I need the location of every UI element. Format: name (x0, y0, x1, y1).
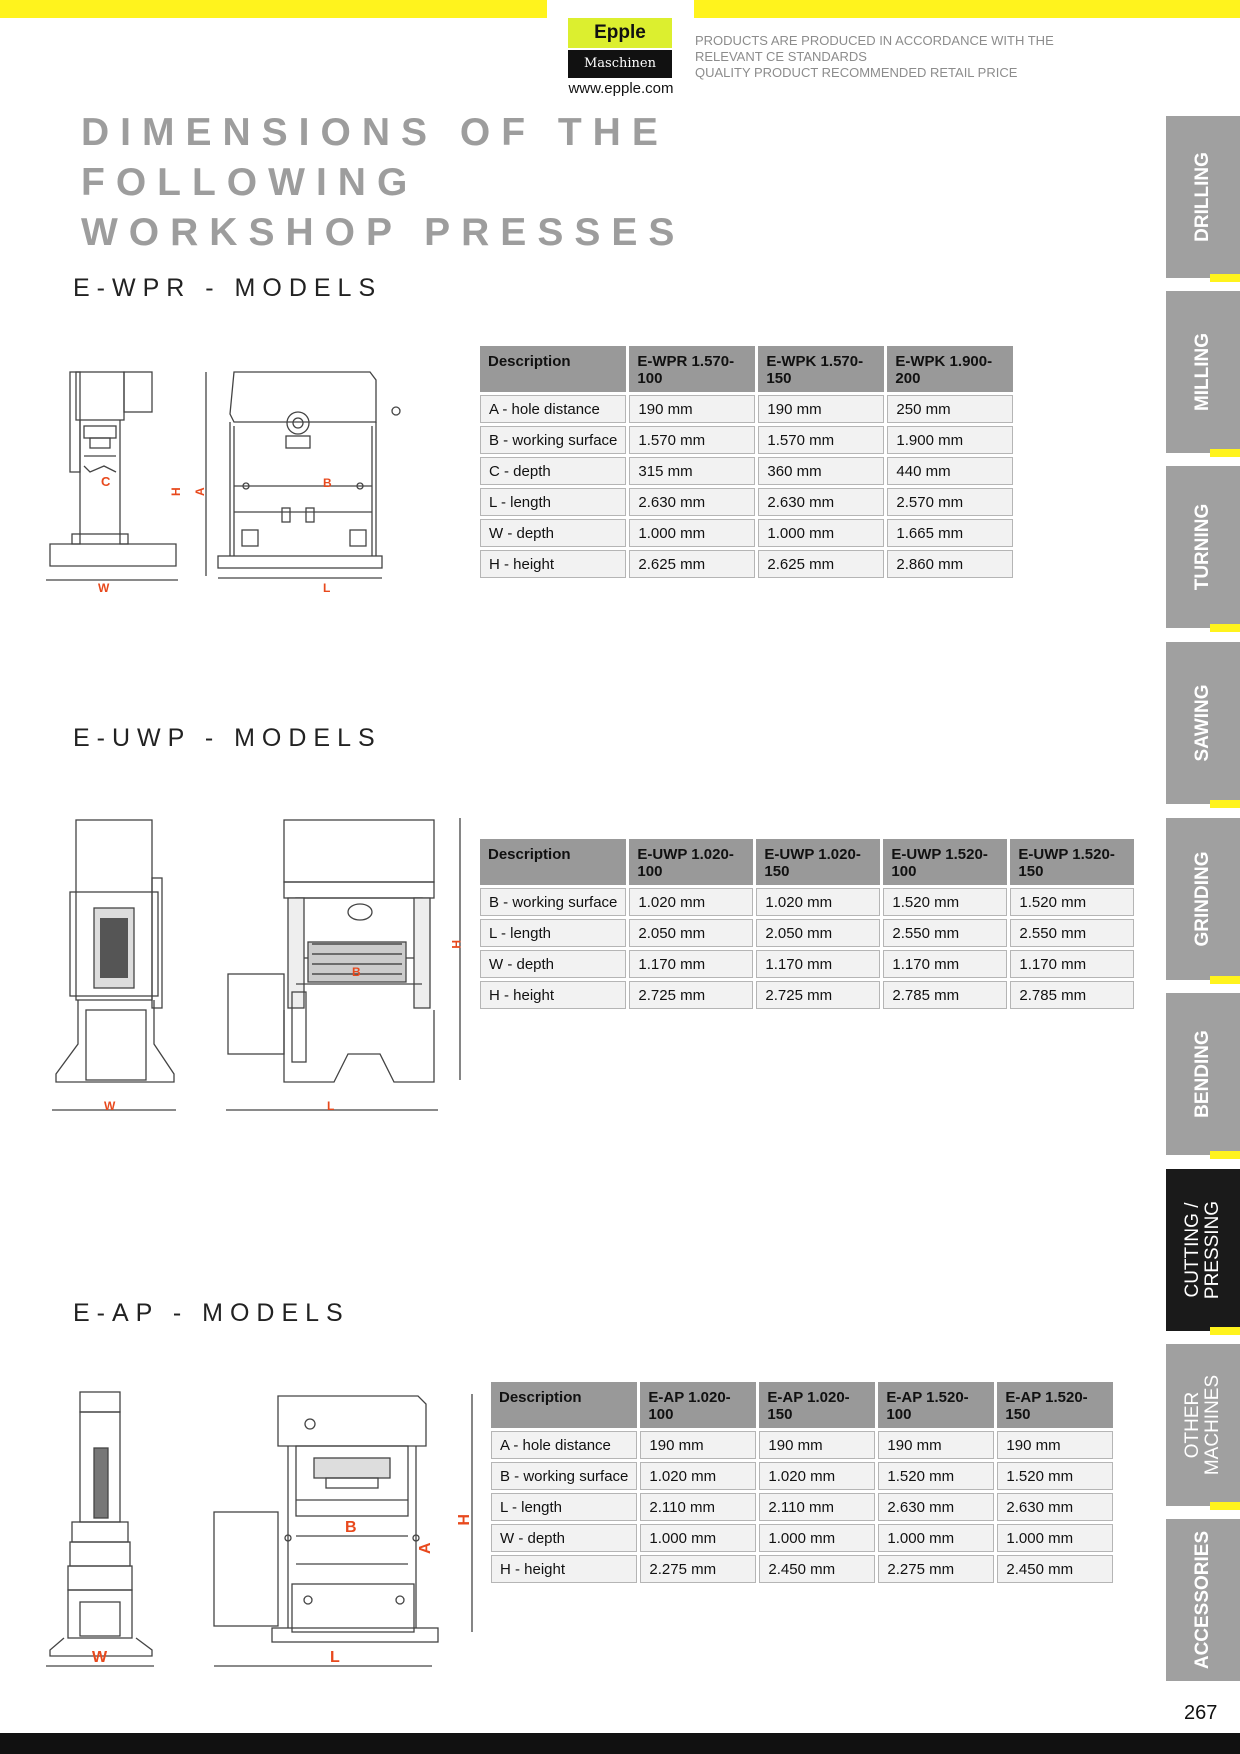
table-cell: 190 mm (878, 1431, 994, 1459)
table-cell: 190 mm (997, 1431, 1113, 1459)
eap-spec-table (488, 1379, 1116, 1586)
side-tab-drilling[interactable] (1166, 116, 1240, 278)
table-cell: A - hole distance (491, 1431, 637, 1459)
table-cell: 2.625 mm (758, 550, 884, 578)
dim-label-l: L (323, 581, 331, 595)
section-title-euwp: E-UWP - MODELS (73, 724, 382, 752)
table-header-cell: E-UWP 1.520-150 (1010, 839, 1134, 885)
table-header-row (480, 346, 1013, 392)
table-cell: B - working surface (480, 888, 626, 916)
side-tab-other-machines[interactable] (1166, 1344, 1240, 1506)
table-header-cell: E-UWP 1.520-100 (883, 839, 1007, 885)
table-header-cell: E-AP 1.520-150 (997, 1382, 1113, 1428)
logo-url: www.epple.com (568, 80, 674, 97)
dim-label-b: B (323, 476, 332, 490)
logo-subtitle: Maschinen (568, 50, 672, 78)
table-cell: 1.000 mm (758, 519, 884, 547)
dim-label-w: W (104, 1099, 116, 1113)
page-title (81, 108, 981, 258)
table-cell: 2.860 mm (887, 550, 1013, 578)
logo-brand: Epple (568, 18, 672, 48)
table-row (491, 1462, 1113, 1490)
table-cell: 2.570 mm (887, 488, 1013, 516)
table-header-cell: E-WPK 1.900-200 (887, 346, 1013, 392)
table-header-cell: E-UWP 1.020-150 (756, 839, 880, 885)
table-cell: 1.170 mm (629, 950, 753, 978)
table-row (480, 488, 1013, 516)
table-cell: 1.570 mm (629, 426, 755, 454)
side-tab-accent (1210, 800, 1240, 808)
table-header-cell: E-AP 1.020-150 (759, 1382, 875, 1428)
table-header-row (480, 839, 1134, 885)
table-cell: W - depth (480, 950, 626, 978)
side-tab-accent (1210, 1502, 1240, 1510)
table-cell: 1.000 mm (878, 1524, 994, 1552)
table-cell: H - height (491, 1555, 637, 1583)
table-cell: 2.625 mm (629, 550, 755, 578)
table-cell: 2.785 mm (883, 981, 1007, 1009)
side-tab-label: BENDING (1192, 1030, 1213, 1118)
table-row (480, 919, 1134, 947)
side-tab-accessories[interactable] (1166, 1519, 1240, 1681)
side-tab-label: OTHER MACHINES (1182, 1374, 1223, 1476)
dim-label-w: W (98, 581, 110, 595)
table-cell: 1.520 mm (883, 888, 1007, 916)
table-cell: 2.630 mm (997, 1493, 1113, 1521)
table-cell: L - length (480, 919, 626, 947)
side-tab-accent (1210, 1327, 1240, 1335)
page-number: 267 (1184, 1702, 1218, 1724)
table-cell: 2.110 mm (640, 1493, 756, 1521)
table-header-cell: Description (480, 346, 626, 392)
table-cell: 1.520 mm (997, 1462, 1113, 1490)
section-title-eap: E-AP - MODELS (73, 1299, 350, 1327)
table-cell: 1.000 mm (997, 1524, 1113, 1552)
header-tagline (695, 33, 1054, 81)
table-cell: L - length (480, 488, 626, 516)
side-tab-label: DRILLING (1192, 152, 1213, 242)
table-cell: 2.275 mm (640, 1555, 756, 1583)
table-cell: 1.170 mm (756, 950, 880, 978)
table-cell: H - height (480, 981, 626, 1009)
table-header-row (491, 1382, 1113, 1428)
table-cell: 2.050 mm (629, 919, 753, 947)
table-cell: 2.050 mm (756, 919, 880, 947)
top-yellow-bar-left (0, 0, 547, 18)
table-cell: 190 mm (758, 395, 884, 423)
dim-label-a: A (193, 487, 207, 496)
side-tab-accent (1210, 1151, 1240, 1159)
dim-label-l: L (330, 1649, 340, 1666)
table-cell: 1.570 mm (758, 426, 884, 454)
table-cell: 1.520 mm (1010, 888, 1134, 916)
side-tab-cutting-pressing[interactable] (1166, 1169, 1240, 1331)
dim-label-h: H (454, 1514, 471, 1526)
side-tab-accent (1210, 624, 1240, 632)
dim-label-a: A (417, 1542, 434, 1554)
table-cell: 360 mm (758, 457, 884, 485)
table-header-cell: E-UWP 1.020-100 (629, 839, 753, 885)
side-tab-label: GRINDING (1192, 851, 1213, 947)
top-yellow-bar-right (694, 0, 1240, 18)
table-row (480, 457, 1013, 485)
table-row (480, 395, 1013, 423)
ewpr-dimension-labels (44, 470, 344, 600)
table-row (491, 1524, 1113, 1552)
page-title-line: DIMENSIONS OF THE FOLLOWING (81, 111, 669, 204)
dim-label-h: H (449, 940, 463, 949)
euwp-dimension-labels (50, 940, 470, 1120)
side-tab-accent (1210, 274, 1240, 282)
table-cell: 1.020 mm (759, 1462, 875, 1490)
table-cell: 2.725 mm (756, 981, 880, 1009)
side-tab-label: TURNING (1192, 503, 1213, 591)
table-cell: 1.665 mm (887, 519, 1013, 547)
table-row (480, 888, 1134, 916)
table-cell: 2.550 mm (1010, 919, 1134, 947)
table-cell: 190 mm (629, 395, 755, 423)
table-cell: 1.170 mm (1010, 950, 1134, 978)
table-cell: 2.275 mm (878, 1555, 994, 1583)
table-cell: 1.000 mm (759, 1524, 875, 1552)
table-cell: 1.520 mm (878, 1462, 994, 1490)
dim-label-b: B (352, 965, 361, 979)
tagline-line: QUALITY PRODUCT RECOMMENDED RETAIL PRICE (695, 65, 1018, 80)
table-cell: H - height (480, 550, 626, 578)
table-cell: 440 mm (887, 457, 1013, 485)
table-cell: 2.630 mm (629, 488, 755, 516)
ewpr-spec-table (477, 343, 1016, 581)
dim-label-c: C (101, 474, 111, 489)
table-row (480, 981, 1134, 1009)
side-tab-label: SAWING (1192, 684, 1213, 762)
side-tab-label: CUTTING / PRESSING (1182, 1200, 1223, 1300)
table-cell: A - hole distance (480, 395, 626, 423)
dim-label-h: H (169, 487, 183, 496)
bottom-black-bar (0, 1733, 1240, 1754)
table-cell: 1.000 mm (629, 519, 755, 547)
table-cell: 2.550 mm (883, 919, 1007, 947)
side-tab-bending[interactable] (1166, 993, 1240, 1155)
table-row (491, 1493, 1113, 1521)
table-cell: 190 mm (640, 1431, 756, 1459)
side-tab-sawing[interactable] (1166, 642, 1240, 804)
table-row (491, 1555, 1113, 1583)
side-tab-label: ACCESSORIES (1192, 1530, 1213, 1670)
table-cell: W - depth (491, 1524, 637, 1552)
table-cell: 2.785 mm (1010, 981, 1134, 1009)
table-cell: 1.020 mm (640, 1462, 756, 1490)
table-cell: 2.450 mm (997, 1555, 1113, 1583)
table-cell: 1.170 mm (883, 950, 1007, 978)
table-cell: 1.000 mm (640, 1524, 756, 1552)
table-cell: 315 mm (629, 457, 755, 485)
table-row (491, 1431, 1113, 1459)
side-tab-label: MILLING (1192, 332, 1213, 412)
side-tab-milling[interactable] (1166, 291, 1240, 453)
table-cell: B - working surface (491, 1462, 637, 1490)
table-cell: 1.900 mm (887, 426, 1013, 454)
tagline-line: PRODUCTS ARE PRODUCED IN ACCORDANCE WITH THE (695, 33, 1054, 48)
table-cell: 2.450 mm (759, 1555, 875, 1583)
table-cell: 2.725 mm (629, 981, 753, 1009)
dim-label-l: L (327, 1099, 335, 1113)
side-tab-grinding[interactable] (1166, 818, 1240, 980)
table-header-cell: Description (491, 1382, 637, 1428)
table-header-cell: E-AP 1.520-100 (878, 1382, 994, 1428)
table-cell: W - depth (480, 519, 626, 547)
table-cell: 2.630 mm (878, 1493, 994, 1521)
euwp-spec-table (477, 836, 1137, 1012)
table-header-cell: Description (480, 839, 626, 885)
epple-logo (566, 18, 676, 98)
eap-dimension-labels (44, 1510, 484, 1670)
dim-label-w: W (92, 1649, 108, 1666)
table-cell: L - length (491, 1493, 637, 1521)
table-cell: 250 mm (887, 395, 1013, 423)
table-row (480, 950, 1134, 978)
table-header-cell: E-WPK 1.570-150 (758, 346, 884, 392)
table-cell: B - working surface (480, 426, 626, 454)
tagline-line: RELEVANT CE STANDARDS (695, 49, 867, 64)
table-header-cell: E-WPR 1.570-100 (629, 346, 755, 392)
table-cell: 2.110 mm (759, 1493, 875, 1521)
table-cell: C - depth (480, 457, 626, 485)
page-title-line: WORKSHOP PRESSES (81, 211, 686, 254)
table-row (480, 550, 1013, 578)
table-cell: 1.020 mm (756, 888, 880, 916)
dim-label-b: B (345, 1519, 357, 1536)
table-cell: 190 mm (759, 1431, 875, 1459)
table-row (480, 426, 1013, 454)
section-title-ewpr: E-WPR - MODELS (73, 274, 383, 302)
table-header-cell: E-AP 1.020-100 (640, 1382, 756, 1428)
side-tab-accent (1210, 976, 1240, 984)
table-cell: 2.630 mm (758, 488, 884, 516)
side-tab-turning[interactable] (1166, 466, 1240, 628)
side-tab-accent (1210, 449, 1240, 457)
table-row (480, 519, 1013, 547)
table-cell: 1.020 mm (629, 888, 753, 916)
